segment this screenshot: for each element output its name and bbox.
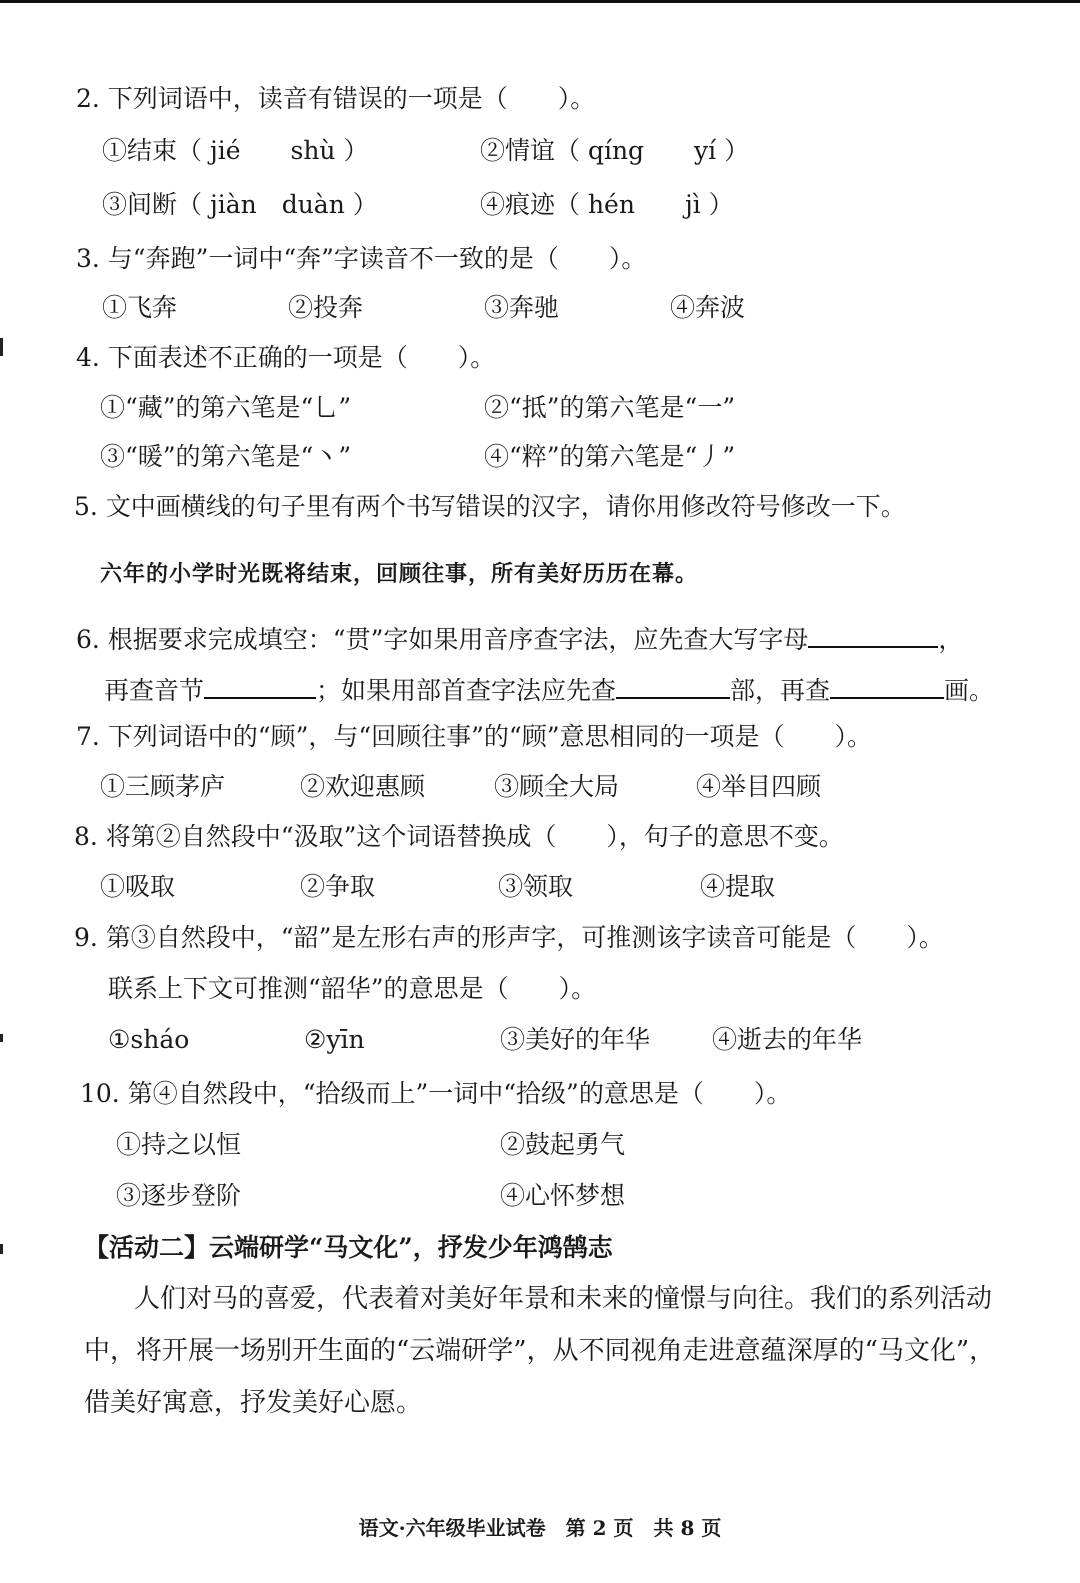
question-8-stem: 8. 将第②自然段中“汲取”这个词语替换成（ ），句子的意思不变。	[74, 822, 844, 851]
q10-option-4: ④心怀梦想	[500, 1181, 626, 1210]
question-10-stem: 10. 第④自然段中，“拾级而上”一词中“拾级”的意思是（ ）。	[80, 1079, 792, 1108]
q8-option-2: ②争取	[300, 872, 376, 901]
question-3-stem: 3. 与“奔跑”一词中“奔”字读音不一致的是（ ）。	[76, 244, 647, 273]
q9-option-3: ③美好的年华	[500, 1025, 651, 1054]
q5-handwritten-sentence: 六年的小学时光既将结束，回顾往事，所有美好历历在幕。	[100, 561, 699, 587]
q7-option-1: ①三顾茅庐	[100, 772, 226, 801]
q8-option-4: ④提取	[700, 872, 776, 901]
question-6-line-1	[76, 622, 963, 655]
q2-option-1: ①结束（ jié shù ）	[102, 136, 369, 165]
margin-mark	[0, 1244, 3, 1254]
activity-paragraph-line-2: 中，将开展一场别开生面的“云端研学”，从不同视角走进意蕴深厚的“马文化”，	[84, 1336, 996, 1366]
margin-mark	[0, 338, 3, 356]
q3-option-2: ②投奔	[288, 293, 364, 322]
q2-option-3: ③间断（ jiàn duàn ）	[102, 190, 378, 219]
q9-option-2: ②yīn	[304, 1025, 365, 1054]
activity-paragraph-line-3: 借美好寓意，抒发美好心愿。	[84, 1388, 423, 1418]
question-9-stem: 9. 第③自然段中，“韶”是左形右声的形声字，可推测该字读音可能是（ ）。	[74, 923, 944, 952]
q10-option-2: ②鼓起勇气	[500, 1130, 626, 1159]
q4-option-4: ④“粹”的第六笔是“丿”	[484, 442, 736, 471]
q8-option-1: ①吸取	[100, 872, 176, 901]
q6-blank-radical[interactable]	[616, 673, 730, 699]
q6-text-1-end: ，	[938, 625, 964, 654]
q7-option-2: ②欢迎惠顾	[300, 772, 426, 801]
q3-option-3: ③奔驰	[484, 293, 560, 322]
top-border	[0, 0, 1080, 3]
activity-2-heading: 【活动二】云端研学“马文化”，抒发少年鸿鹄志	[84, 1233, 613, 1262]
q6-text-4: 部，再查	[730, 676, 831, 705]
question-7-stem: 7. 下列词语中的“顾”，与“回顾往事”的“顾”意思相同的一项是（ ）。	[76, 722, 872, 751]
q10-option-1: ①持之以恒	[116, 1130, 242, 1159]
question-5-stem: 5. 文中画横线的句子里有两个书写错误的汉字，请你用修改符号修改一下。	[74, 492, 906, 521]
q6-text-1: 6. 根据要求完成填空：“贯”字如果用音序查字法，应先查大写字母	[76, 625, 809, 654]
q7-option-3: ③顾全大局	[494, 772, 620, 801]
q3-option-1: ①飞奔	[102, 293, 178, 322]
q3-option-4: ④奔波	[670, 293, 746, 322]
question-4-stem: 4. 下面表述不正确的一项是（ ）。	[76, 343, 496, 372]
q6-blank-syllable[interactable]	[204, 673, 316, 699]
q6-blank-strokes[interactable]	[830, 673, 944, 699]
activity-paragraph-line-1: 人们对马的喜爱，代表着对美好年景和未来的憧憬与向往。我们的系列活动	[134, 1284, 993, 1314]
q7-option-4: ④举目四顾	[696, 772, 822, 801]
q6-blank-letter[interactable]	[808, 622, 938, 648]
q2-option-4: ④痕迹（ hén jì ）	[480, 190, 734, 219]
q6-text-3: ；如果用部首查字法应先查	[316, 676, 617, 705]
question-9-stem-2: 联系上下文可推测“韶华”的意思是（ ）。	[108, 974, 597, 1003]
q9-option-1: ①sháo	[108, 1025, 190, 1054]
q4-option-3: ③“暖”的第六笔是“丶”	[100, 442, 352, 471]
q8-option-3: ③领取	[498, 872, 574, 901]
q4-option-1: ①“藏”的第六笔是“乚”	[100, 393, 352, 422]
q9-option-4: ④逝去的年华	[712, 1025, 863, 1054]
page-footer: 语文·六年级毕业试卷 第 2 页 共 8 页	[358, 1516, 722, 1540]
q4-option-2: ②“抵”的第六笔是“一”	[484, 393, 736, 422]
question-2-stem: 2. 下列词语中，读音有错误的一项是（ ）。	[76, 84, 596, 113]
q6-text-5: 画。	[944, 676, 995, 705]
q2-option-2: ②情谊（ qíng yí ）	[480, 136, 750, 165]
q10-option-3: ③逐步登阶	[116, 1181, 242, 1210]
margin-mark	[0, 1034, 3, 1042]
question-6-line-2	[104, 673, 994, 706]
q6-text-2: 再查音节	[104, 676, 205, 705]
